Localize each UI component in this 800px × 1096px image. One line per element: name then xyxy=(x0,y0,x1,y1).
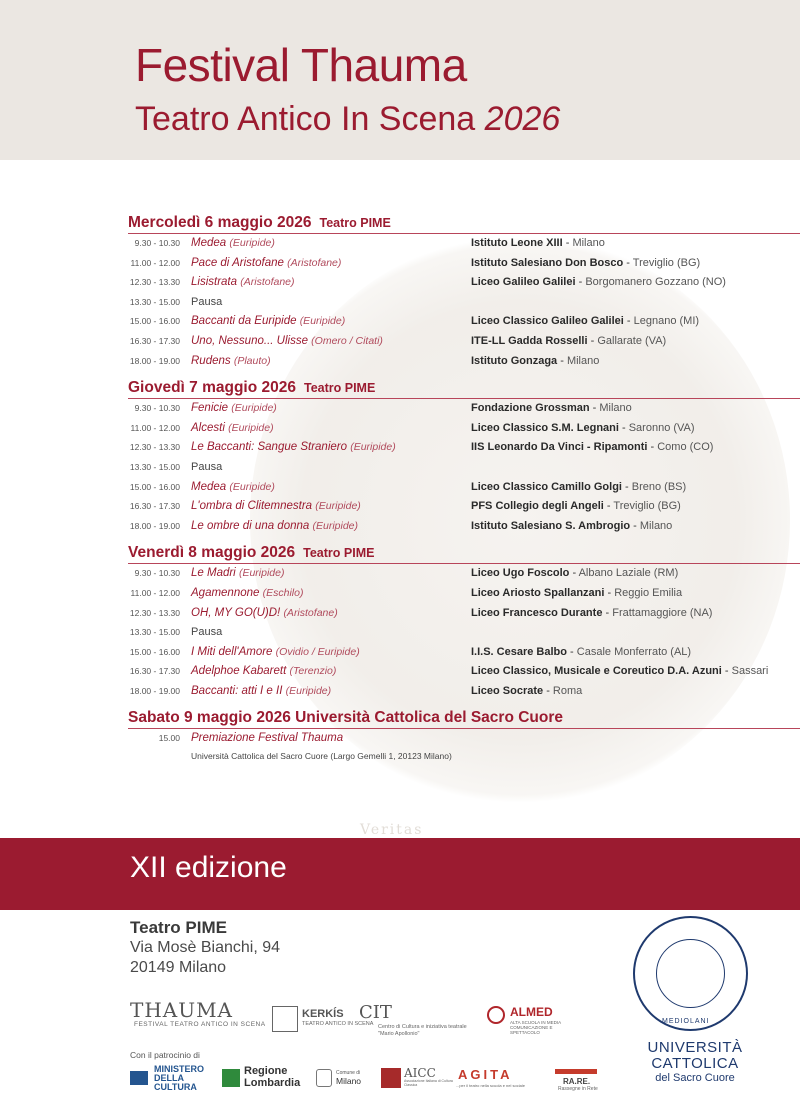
schedule-row-sub xyxy=(128,747,800,765)
school-name: Liceo Francesco Durante xyxy=(471,606,603,619)
almed-logo-icon xyxy=(487,1006,505,1024)
show-author: (Omero / Citati) xyxy=(311,334,383,347)
schedule-row xyxy=(128,234,800,254)
schedule-row xyxy=(128,497,800,517)
school-group: Fondazione Grossman - Milano xyxy=(471,402,632,415)
school-name: Istituto Salesiano Don Bosco xyxy=(471,256,624,269)
day-date: Giovedì 7 maggio 2026 xyxy=(128,379,296,397)
school-name: Liceo Classico Camillo Golgi xyxy=(471,480,622,493)
award-location: Università Cattolica del Sacro Cuore (Largo Gemelli 1, 20123 Milano) xyxy=(191,751,452,762)
show-author: (Ovidio / Euripide) xyxy=(275,645,360,658)
cit-logo: CIT xyxy=(359,1002,392,1023)
show-title: Adelphoe Kabarett xyxy=(191,665,287,678)
school-group: Liceo Ugo Foscolo - Albano Laziale (RM) xyxy=(471,567,679,580)
show-title-group xyxy=(191,352,271,372)
university-line3: del Sacro Cuore xyxy=(655,1072,735,1084)
day-date: Sabato 9 maggio 2026 Università Cattolica del Sacro Cuore xyxy=(128,709,564,727)
school-name: Liceo Classico Galileo Galilei xyxy=(471,315,624,328)
school-group: Liceo Socrate - Roma xyxy=(471,684,583,697)
slot-time: 13.30 - 15.00 xyxy=(129,296,180,307)
slot-time: 11.00 - 12.00 xyxy=(130,587,180,598)
school-name: Fondazione Grossman xyxy=(471,402,590,415)
school-name: Istituto Gonzaga xyxy=(471,354,558,367)
school-city: Saronno (VA) xyxy=(628,421,695,434)
school-name: IIS Leonardo Da Vinci - Ripamonti xyxy=(471,441,648,454)
school-group: PFS Collegio degli Angeli - Treviglio (BG) xyxy=(471,500,681,513)
school-group: Istituto Salesiano Don Bosco - Treviglio (BG) xyxy=(471,256,701,269)
school-group: Liceo Galileo Galilei - Borgomanero Gozzano (NO) xyxy=(471,276,726,289)
kerkis-logo: KERKÍS xyxy=(302,1008,344,1020)
rare-logo-subtitle: Rassegne in Rete xyxy=(558,1086,598,1092)
slot-time: 13.30 - 15.00 xyxy=(129,461,180,472)
school-city: Frattamaggiore (NA) xyxy=(612,606,713,619)
show-title-group xyxy=(191,604,338,624)
show-title-group xyxy=(191,497,361,517)
schedule-row xyxy=(128,564,800,584)
schedule-row xyxy=(128,643,800,663)
school-city: Casale Monferrato (AL) xyxy=(576,645,692,658)
show-title-group xyxy=(191,273,295,293)
school-city: Legnano (MI) xyxy=(633,315,700,328)
show-title: Agamennone xyxy=(191,586,260,599)
schedule-row xyxy=(128,438,800,458)
school-city: Gallarate (VA) xyxy=(597,334,667,347)
pause-label: Pausa xyxy=(191,295,223,308)
schedule-row xyxy=(128,293,800,313)
schedule-row xyxy=(128,352,800,372)
school-group: Liceo Classico Camillo Golgi - Breno (BS) xyxy=(471,480,687,493)
school-city: Reggio Emilia xyxy=(614,586,683,599)
show-author: (Euripide) xyxy=(312,519,359,532)
slot-time: 15.00 xyxy=(158,733,180,744)
festival-subtitle xyxy=(135,100,560,139)
show-author: (Euripide) xyxy=(229,480,275,493)
award-title: Premiazione Festival Thauma xyxy=(191,732,344,745)
regione-lombardia-logo: Regione Lombardia xyxy=(244,1065,301,1089)
thauma-logo: THAUMA xyxy=(130,998,234,1022)
almed-logo: ALMED xyxy=(510,1005,553,1019)
schedule-row xyxy=(128,584,800,604)
slot-time: 15.00 - 16.00 xyxy=(129,646,180,657)
show-title: Baccanti da Euripide xyxy=(191,315,297,328)
school-name: ITE-LL Gadda Rosselli xyxy=(471,334,588,347)
school-city: Milano xyxy=(566,354,600,367)
show-title: Le ombre di una donna xyxy=(191,519,310,532)
slot-time: 12.30 - 13.30 xyxy=(129,277,180,288)
slot-time: 9.30 - 10.30 xyxy=(134,238,180,248)
comune-milano-label-top: Comune di xyxy=(336,1070,361,1076)
show-title-group xyxy=(191,564,284,584)
show-author: (Euripide) xyxy=(231,402,277,415)
show-author: (Euripide) xyxy=(228,421,274,434)
show-author: (Plauto) xyxy=(233,354,271,367)
school-name: Liceo Galileo Galilei xyxy=(471,276,576,289)
university-seal-text: MEDIOLANI xyxy=(662,1018,710,1025)
comune-milano-crest-icon xyxy=(316,1069,332,1087)
school-group: Liceo Ariosto Spallanzani - Reggio Emilia xyxy=(471,586,683,599)
slot-time: 18.00 - 19.00 xyxy=(129,355,180,366)
show-title-group xyxy=(191,682,331,702)
show-title: Baccanti: atti I e II xyxy=(191,684,283,697)
slot-time: 12.30 - 13.30 xyxy=(129,442,180,453)
school-group: Liceo Classico S.M. Legnani - Saronno (VA) xyxy=(471,421,695,434)
school-city: Breno (BS) xyxy=(631,480,687,493)
school-city: Borgomanero Gozzano (NO) xyxy=(585,276,726,289)
almed-logo-subtitle: ALTA SCUOLA IN MEDIA COMUNICAZIONE E SPETTACOLO xyxy=(510,1020,561,1035)
school-name: Istituto Leone XIII xyxy=(471,237,563,249)
show-title: OH, MY GO(U)D! xyxy=(191,606,281,619)
day-heading xyxy=(128,212,800,234)
slot-time: 15.00 - 16.00 xyxy=(129,316,180,327)
patronage-logos xyxy=(130,1063,600,1093)
slot-time: 16.30 - 17.30 xyxy=(129,335,180,346)
show-author: (Euripide) xyxy=(285,684,332,697)
slot-time: 9.30 - 10.30 xyxy=(134,568,180,579)
pause-label: Pausa xyxy=(191,460,223,473)
show-author: (Euripide) xyxy=(350,441,396,454)
show-title: Alcesti xyxy=(191,421,225,434)
slot-time: 12.30 - 13.30 xyxy=(129,607,180,618)
show-title: Uno, Nessuno... Ulisse xyxy=(191,334,308,347)
regione-lombardia-icon xyxy=(222,1069,240,1087)
kerkis-logo-icon xyxy=(272,1006,298,1032)
day-date: Venerdì 8 maggio 2026 xyxy=(128,544,296,562)
show-title: Medea xyxy=(191,237,227,249)
schedule-row xyxy=(128,419,800,439)
slot-time: 9.30 - 10.30 xyxy=(134,403,180,414)
university-line2: CATTOLICA xyxy=(651,1055,739,1072)
show-author: (Euripide) xyxy=(299,315,346,328)
partner-logos xyxy=(130,996,570,1046)
show-title-group xyxy=(191,662,336,682)
slot-time: 16.30 - 17.30 xyxy=(129,501,180,512)
school-name: PFS Collegio degli Angeli xyxy=(471,500,604,513)
slot-time: 11.00 - 12.00 xyxy=(130,257,180,268)
school-name: Liceo Ugo Foscolo xyxy=(471,567,570,580)
school-group: Liceo Classico Galileo Galilei - Legnano (MI) xyxy=(471,315,700,328)
slot-time: 11.00 - 12.00 xyxy=(130,422,180,433)
festival-title: Festival Thauma xyxy=(135,39,467,91)
school-group: Liceo Francesco Durante - Frattamaggiore (NA) xyxy=(471,606,713,619)
comune-milano-logo: Milano xyxy=(336,1076,362,1086)
school-city: Albano Laziale (RM) xyxy=(578,567,679,580)
kerkis-logo-subtitle: TEATRO ANTICO IN SCENA xyxy=(302,1021,374,1027)
day-heading xyxy=(128,377,800,399)
show-title-group xyxy=(191,419,274,439)
schedule-day xyxy=(128,542,800,701)
venue-block xyxy=(130,918,280,978)
show-title-group xyxy=(191,517,358,537)
show-title-group xyxy=(191,254,341,274)
school-group: Istituto Gonzaga - Milano xyxy=(471,354,600,367)
venue-address-line1: Via Mosè Bianchi, 94 xyxy=(130,939,281,956)
school-name: Liceo Classico S.M. Legnani xyxy=(471,421,619,434)
show-author: (Aristofane) xyxy=(240,276,295,289)
show-title: I Miti dell'Amore xyxy=(191,645,273,658)
slot-time: 16.30 - 17.30 xyxy=(129,666,180,677)
schedule-row xyxy=(128,332,800,352)
day-heading xyxy=(128,707,800,729)
subtitle-text: Teatro Antico In Scena xyxy=(135,100,476,138)
show-author: (Euripide) xyxy=(315,500,361,513)
schedule-day xyxy=(128,377,800,536)
school-group: I.I.S. Cesare Balbo - Casale Monferrato (AL) xyxy=(471,645,692,658)
university-logo xyxy=(630,1040,760,1085)
schedule-row xyxy=(128,682,800,702)
show-author: (Eschilo) xyxy=(262,586,304,599)
background-watermark-text: Veritas xyxy=(360,822,424,838)
schedule-row xyxy=(128,478,800,498)
agita-logo-subtitle: ...per il teatro nella scuola e nel sociale xyxy=(456,1083,525,1088)
schedule-row xyxy=(128,458,800,478)
pause-label: Pausa xyxy=(191,626,223,639)
schedule-day xyxy=(128,212,800,371)
school-city: Milano xyxy=(639,519,673,532)
school-name: Liceo Ariosto Spallanzani xyxy=(471,586,605,599)
school-group: Liceo Classico, Musicale e Coreutico D.A. Azuni - Sassari xyxy=(471,665,769,678)
school-group: ITE-LL Gadda Rosselli - Gallarate (VA) xyxy=(471,334,667,347)
show-title-group xyxy=(191,438,396,458)
day-venue: Teatro PIME xyxy=(319,216,391,230)
schedule-row xyxy=(128,604,800,624)
school-city: Roma xyxy=(552,684,583,697)
subtitle-year: 2026 xyxy=(484,100,561,138)
schedule-row xyxy=(128,662,800,682)
show-title-group xyxy=(191,478,275,498)
show-author: (Euripide) xyxy=(238,567,285,580)
aicc-logo-subtitle: Associazione Italiana di Cultura Classica xyxy=(404,1079,453,1087)
schedule-row xyxy=(128,273,800,293)
ministero-cultura-icon xyxy=(130,1071,148,1085)
slot-time: 18.00 - 19.00 xyxy=(129,685,180,696)
day-heading xyxy=(128,542,800,564)
edition-label: XII edizione xyxy=(130,851,287,884)
school-city: Milano xyxy=(572,237,605,249)
school-name: I.I.S. Cesare Balbo xyxy=(471,645,567,658)
agita-logo: AGITA xyxy=(458,1067,513,1082)
school-city: Treviglio (BG) xyxy=(632,256,701,269)
show-title-group xyxy=(191,399,277,419)
show-title: Rudens xyxy=(191,354,231,367)
cit-logo-subtitle: Centro di Cultura e iniziativa teatrale "Mario Apollonio" xyxy=(378,1024,467,1037)
school-city: Sassari xyxy=(731,665,769,678)
school-city: Treviglio (BG) xyxy=(613,500,681,513)
patronage-label: Con il patrocinio di xyxy=(130,1050,200,1060)
edition-band xyxy=(0,838,800,910)
show-author: (Terenzio) xyxy=(289,665,337,678)
school-group: Istituto Salesiano S. Ambrogio - Milano xyxy=(471,519,673,532)
thauma-logo-subtitle: FESTIVAL TEATRO ANTICO IN SCENA xyxy=(134,1021,266,1028)
show-title: Medea xyxy=(191,480,227,493)
slot-time: 15.00 - 16.00 xyxy=(129,481,180,492)
schedule-row xyxy=(128,254,800,274)
schedule-row xyxy=(128,517,800,537)
show-title-group xyxy=(191,234,275,254)
school-name: Istituto Salesiano S. Ambrogio xyxy=(471,519,631,532)
schedule-row xyxy=(128,399,800,419)
day-venue: Teatro PIME xyxy=(303,546,375,561)
venue-address-line2: 20149 Milano xyxy=(130,959,227,976)
school-city: Milano xyxy=(599,402,632,415)
school-name: Liceo Classico, Musicale e Coreutico D.A. Azuni xyxy=(471,665,722,678)
university-line1: UNIVERSITÀ xyxy=(647,1039,743,1056)
school-city: Como (CO) xyxy=(657,441,714,454)
show-title-group xyxy=(191,584,303,604)
day-date: Mercoledì 6 maggio 2026 xyxy=(128,214,312,231)
school-name: Liceo Socrate xyxy=(471,684,544,697)
show-title-group xyxy=(191,312,345,332)
rare-logo: RA.RE. xyxy=(563,1077,591,1086)
schedule-row xyxy=(128,623,800,643)
aicc-icon xyxy=(381,1068,401,1088)
show-title: Fenicie xyxy=(191,402,229,415)
slot-time: 18.00 - 19.00 xyxy=(129,520,180,531)
show-title-group xyxy=(191,332,383,352)
day-venue: Teatro PIME xyxy=(303,381,376,396)
school-group: IIS Leonardo Da Vinci - Ripamonti - Como (CO) xyxy=(471,441,714,454)
schedule-row xyxy=(128,312,800,332)
show-title: Le Baccanti: Sangue Straniero xyxy=(191,441,347,454)
show-title-group xyxy=(191,643,360,663)
show-author: (Aristofane) xyxy=(287,256,342,269)
show-title: Le Madri xyxy=(191,567,236,580)
slot-time: 13.30 - 15.00 xyxy=(129,627,180,638)
schedule xyxy=(128,212,800,765)
ministero-cultura-logo: MINISTERO DELLA CULTURA xyxy=(154,1064,205,1092)
show-title: Lisistrata xyxy=(191,276,238,289)
school-group: Istituto Leone XIII - Milano xyxy=(471,237,605,249)
show-author: (Euripide) xyxy=(229,237,275,249)
show-author: (Aristofane) xyxy=(283,606,338,619)
aicc-logo: AICC xyxy=(404,1066,436,1080)
show-title: L'ombra di Clitemnestra xyxy=(191,500,313,513)
venue-name: Teatro PIME xyxy=(130,918,227,937)
schedule-day-saturday xyxy=(128,707,800,765)
university-seal-inner xyxy=(656,939,725,1008)
show-title: Pace di Aristofane xyxy=(191,256,284,269)
schedule-row xyxy=(128,729,800,747)
